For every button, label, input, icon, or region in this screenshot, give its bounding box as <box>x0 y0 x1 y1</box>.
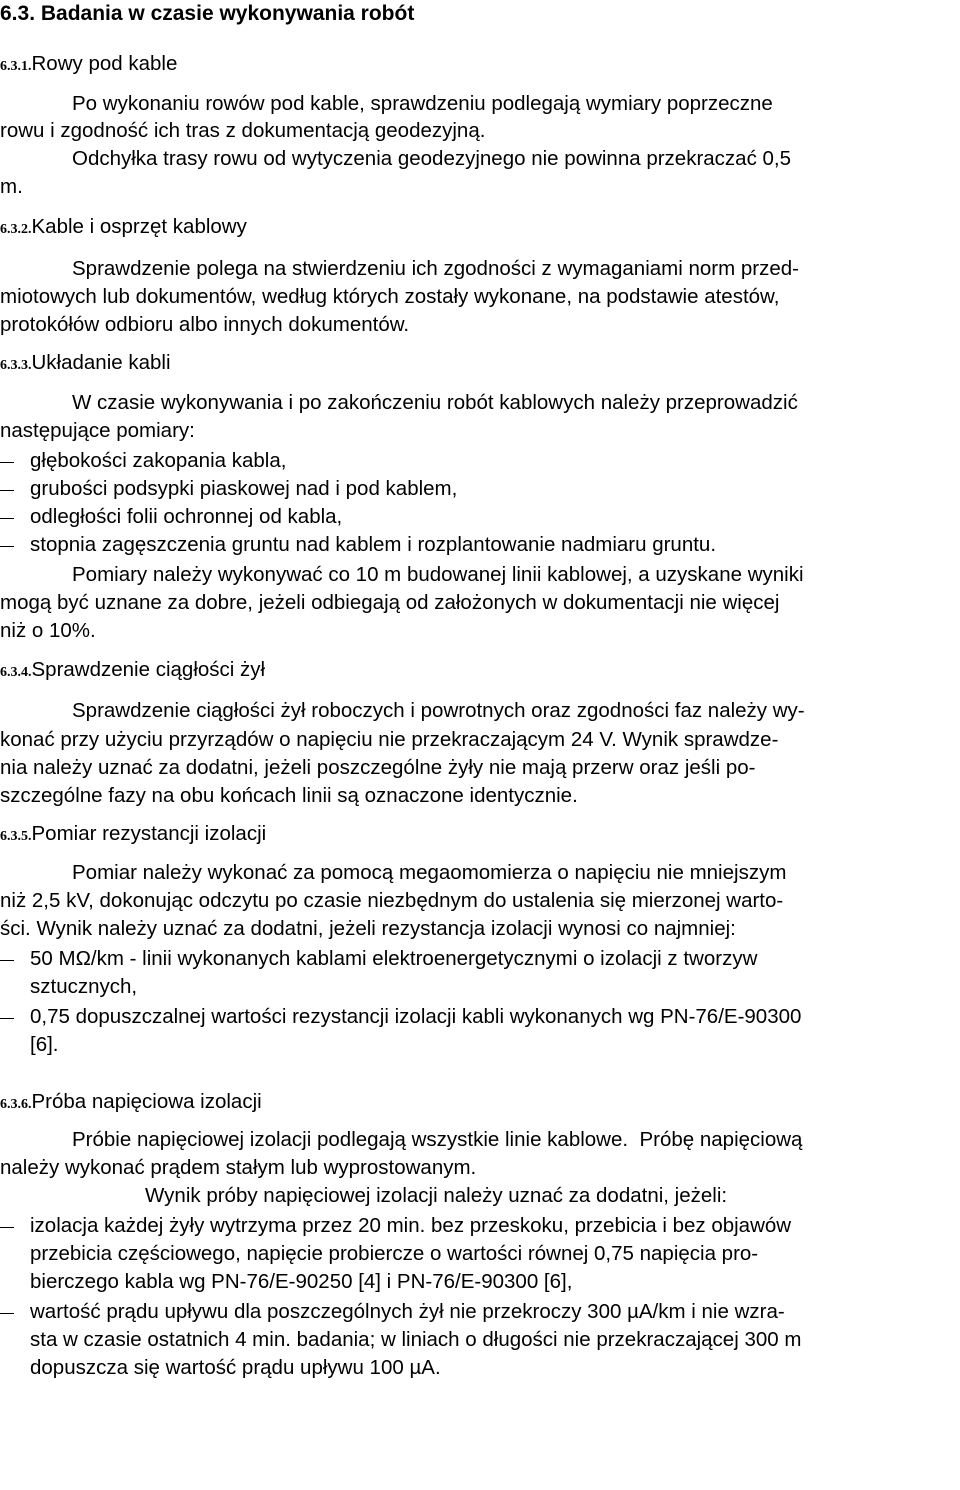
dash-bullet <box>0 462 14 463</box>
paragraph-line: szczególne fazy na obu końcach linii są oznaczone identycznie. <box>0 784 578 807</box>
paragraph-line: niż o 10%. <box>0 619 96 642</box>
list-item: głębokości zakopania kabla, <box>30 449 287 472</box>
dash-bullet <box>0 518 14 519</box>
list-item: stopnia zagęszczenia gruntu nad kablem i rozplantowanie nadmiaru gruntu. <box>30 533 717 556</box>
paragraph-line: niż 2,5 kV, dokonując odczytu po czasie niezbędnym do ustalenia się mierzonej warto- <box>0 889 784 912</box>
list-item-line: wartość prądu upływu dla poszczególnych żył nie przekroczy 300 µA/km i nie wzra- <box>30 1300 785 1323</box>
subsection-heading <box>0 1092 262 1113</box>
paragraph-line: należy wykonać prądem stałym lub wyprostowanym. <box>0 1156 477 1179</box>
list-item-line: przebicia częściowego, napięcie probiercze o wartości równej 0,75 napięcia pro- <box>30 1242 759 1265</box>
subsection-heading <box>0 54 177 75</box>
subsection-title: Sprawdzenie ciągłości żył <box>31 658 266 681</box>
list-item-line: izolacja każdej żyły wytrzyma przez 20 min. bez przeskoku, przebicia i bez objawów <box>30 1214 792 1237</box>
subsection-number: 6.3.6. <box>0 1097 32 1112</box>
paragraph-line: następujące pomiary: <box>0 419 195 442</box>
paragraph-line: Po wykonaniu rowów pod kable, sprawdzeniu podlegają wymiary poprzeczne <box>72 92 773 115</box>
subsection-title: Pomiar rezystancji izolacji <box>31 822 267 845</box>
section-title: Badania w czasie wykonywania robót <box>40 2 415 25</box>
paragraph-line: miotowych lub dokumentów, według których zostały wykonane, na podstawie atestów, <box>0 285 780 308</box>
list-item-line: [6]. <box>30 1033 59 1056</box>
list-item-line: sztucznych, <box>30 975 138 998</box>
paragraph-line: W czasie wykonywania i po zakończeniu robót kablowych należy przeprowadzić <box>72 391 798 414</box>
dash-bullet <box>0 490 14 491</box>
paragraph-line: m. <box>0 175 23 198</box>
subsection-number: 6.3.2. <box>0 222 32 237</box>
list-item-line: dopuszcza się wartość prądu upływu 100 µA. <box>30 1356 441 1379</box>
paragraph-line: Odchyłka trasy rowu od wytyczenia geodezyjnego nie powinna przekraczać 0,5 <box>72 147 792 170</box>
list-item: grubości podsypki piaskowej nad i pod kablem, <box>30 477 458 500</box>
subsection-title: Próba napięciowa izolacji <box>31 1090 262 1113</box>
subsection-heading <box>0 824 266 845</box>
subsection-number: 6.3.3. <box>0 358 32 373</box>
subsection-heading <box>0 353 171 374</box>
dash-bullet <box>0 960 14 961</box>
list-item-line: bierczego kabla wg PN-76/E-90250 [4] i PN-76/E-90300 [6], <box>30 1270 573 1293</box>
subsection-title: Układanie kabli <box>31 351 171 374</box>
section-number: 6.3. <box>0 2 36 25</box>
subsection-title: Rowy pod kable <box>31 52 178 75</box>
paragraph-line: Pomiary należy wykonywać co 10 m budowanej linii kablowej, a uzyskane wyniki <box>72 563 804 586</box>
paragraph-line: konać przy użyciu przyrządów o napięciu nie przekraczającym 24 V. Wynik sprawdze- <box>0 728 779 751</box>
list-item-line: 50 MΩ/km - linii wykonanych kablami elektroenergetycznymi o izolacji z tworzyw <box>30 947 758 970</box>
subsection-number: 6.3.1. <box>0 59 32 74</box>
paragraph-line: Sprawdzenie polega na stwierdzeniu ich zgodności z wymaganiami norm przed- <box>72 257 799 280</box>
section-heading <box>0 3 414 24</box>
list-item: odległości folii ochronnej od kabla, <box>30 505 343 528</box>
dash-bullet <box>0 1313 14 1314</box>
subsection-number: 6.3.5. <box>0 829 32 844</box>
subsection-heading <box>0 217 247 238</box>
paragraph-line: ści. Wynik należy uznać za dodatni, jeżeli rezystancja izolacji wynosi co najmniej: <box>0 917 736 940</box>
dash-bullet <box>0 1018 14 1019</box>
paragraph-line: Pomiar należy wykonać za pomocą megaomomierza o napięciu nie mniejszym <box>72 861 787 884</box>
dash-bullet <box>0 1227 14 1228</box>
paragraph-line: Próbie napięciowej izolacji podlegają wszystkie linie kablowe. Próbę napięciową <box>72 1128 803 1151</box>
paragraph-line: rowu i zgodność ich tras z dokumentacją geodezyjną. <box>0 119 486 142</box>
paragraph-line: nia należy uznać za dodatni, jeżeli poszczególne żyły nie mają przerw oraz jeśli po- <box>0 756 756 779</box>
list-item-line: 0,75 dopuszczalnej wartości rezystancji izolacji kabli wykonanych wg PN-76/E-90300 <box>30 1005 802 1028</box>
dash-bullet <box>0 546 14 547</box>
paragraph-line: protokółów odbioru albo innych dokumentów. <box>0 313 410 336</box>
subsection-heading <box>0 660 265 681</box>
paragraph-line: Wynik próby napięciowej izolacji należy uznać za dodatni, jeżeli: <box>145 1184 728 1207</box>
subsection-number: 6.3.4. <box>0 665 32 680</box>
subsection-title: Kable i osprzęt kablowy <box>31 215 247 238</box>
paragraph-line: mogą być uznane za dobre, jeżeli odbiegają od założonych w dokumentacji nie więcej <box>0 591 780 614</box>
list-item-line: sta w czasie ostatnich 4 min. badania; w liniach o długości nie przekraczającej 300 m <box>30 1328 802 1351</box>
paragraph-line: Sprawdzenie ciągłości żył roboczych i powrotnych oraz zgodności faz należy wy- <box>72 699 805 722</box>
